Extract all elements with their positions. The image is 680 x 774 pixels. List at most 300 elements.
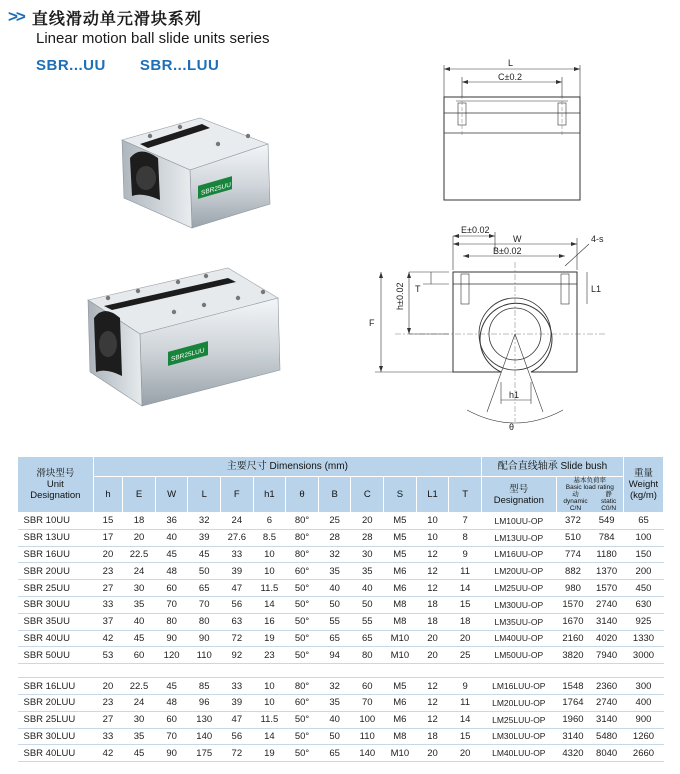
table-cell: 33 [221, 546, 254, 563]
dim-T: T [415, 284, 421, 294]
table-cell: M8 [384, 613, 417, 630]
table-cell: 24 [123, 694, 156, 711]
unit-designation-cell: SBR 30LUU [18, 728, 94, 745]
table-cell: 20 [416, 745, 449, 762]
table-cell: 50 [318, 728, 351, 745]
table-cell: 50° [286, 711, 319, 728]
table-row [18, 745, 664, 762]
photo-label-short: SBR25UU [201, 181, 231, 197]
col-F: F [221, 477, 254, 513]
title-arrows: >> [8, 7, 24, 26]
unit-designation-cell: SBR 40UU [18, 630, 94, 647]
table-cell: 1330 [623, 630, 663, 647]
table-cell: M5 [384, 546, 417, 563]
table-cell: 55 [351, 613, 384, 630]
table-cell: LM10UU-OP [481, 513, 556, 530]
table-row [18, 529, 664, 546]
header-unit: 滑块型号 Unit Designation [18, 457, 94, 513]
table-cell: 100 [623, 529, 663, 546]
table-cell: 60 [351, 678, 384, 695]
dim-E: E±0.02 [461, 225, 490, 235]
table-cell: 25 [449, 647, 482, 664]
table-cell: 300 [623, 678, 663, 695]
header-slide-bush: 配合直线轴承 Slide bush [481, 457, 623, 477]
table-cell: 18 [449, 613, 482, 630]
col-L: L [188, 477, 221, 513]
table-cell: 72 [221, 630, 254, 647]
table-cell: 6 [253, 513, 286, 530]
table-cell: 40 [318, 580, 351, 597]
table-row [18, 563, 664, 580]
table-cell: 10 [416, 513, 449, 530]
table-cell: 60 [155, 711, 188, 728]
table-cell: 47 [221, 711, 254, 728]
table-cell: M6 [384, 694, 417, 711]
dim-holes: 4-s [591, 234, 604, 244]
unit-designation-cell: SBR 50UU [18, 647, 94, 664]
table-cell: 24 [221, 513, 254, 530]
table-cell: 53 [93, 647, 122, 664]
table-cell: 20 [416, 647, 449, 664]
table-cell: 45 [123, 630, 156, 647]
table-cell: 42 [93, 745, 122, 762]
table-cell: 24 [123, 563, 156, 580]
table-cell: 900 [623, 711, 663, 728]
table-cell: 2660 [623, 745, 663, 762]
table-cell: 2740 [590, 694, 624, 711]
table-cell: 80° [286, 513, 319, 530]
model-uu: SBR...UU [36, 57, 106, 74]
table-cell: 450 [623, 580, 663, 597]
table-cell: 1260 [623, 728, 663, 745]
col-h: h [93, 477, 122, 513]
table-cell: 14 [253, 728, 286, 745]
table-cell: 1570 [556, 596, 590, 613]
table-cell: 20 [449, 630, 482, 647]
table-cell: 1764 [556, 694, 590, 711]
table-cell: 120 [155, 647, 188, 664]
model-luu: SBR...LUU [139, 57, 220, 74]
table-cell: 70 [155, 728, 188, 745]
table-cell: 100 [351, 711, 384, 728]
table-cell: 10 [253, 563, 286, 580]
table-cell: 45 [155, 546, 188, 563]
table-cell: 980 [556, 580, 590, 597]
table-cell: 784 [590, 529, 624, 546]
table-cell: 65 [318, 745, 351, 762]
title-chinese: 直线滑动单元滑块系列 [31, 8, 202, 28]
table-cell: 45 [123, 745, 156, 762]
table-cell: 63 [221, 613, 254, 630]
col-E: E [123, 477, 156, 513]
table-cell: 140 [188, 728, 221, 745]
table-cell: 20 [93, 678, 122, 695]
table-cell: 4020 [590, 630, 624, 647]
table-body-uu [18, 513, 664, 664]
unit-designation-cell: SBR 20UU [18, 563, 94, 580]
table-cell: 10 [253, 694, 286, 711]
col-theta: θ [286, 477, 319, 513]
table-cell: 18 [416, 728, 449, 745]
table-cell: 96 [188, 694, 221, 711]
drawing-front-view [355, 222, 625, 437]
table-cell: 10 [416, 529, 449, 546]
table-cell: 23 [93, 694, 122, 711]
table-body-luu [18, 678, 664, 762]
table-cell: M5 [384, 513, 417, 530]
table-cell: 32 [318, 678, 351, 695]
table-cell: 32 [188, 513, 221, 530]
table-cell: 8 [449, 529, 482, 546]
table-cell: 30 [351, 546, 384, 563]
table-cell: 33 [93, 596, 122, 613]
table-cell: M6 [384, 580, 417, 597]
table-cell: 150 [623, 546, 663, 563]
table-cell: 882 [556, 563, 590, 580]
table-cell: 72 [221, 745, 254, 762]
table-cell: M10 [384, 630, 417, 647]
table-cell: 925 [623, 613, 663, 630]
table-cell: 47 [221, 580, 254, 597]
table-cell: 35 [318, 563, 351, 580]
table-cell: 15 [93, 513, 122, 530]
col-W: W [155, 477, 188, 513]
table-cell: 1370 [590, 563, 624, 580]
table-cell: M8 [384, 596, 417, 613]
table-cell: 92 [221, 647, 254, 664]
table-cell: 85 [188, 678, 221, 695]
table-cell: 40 [318, 711, 351, 728]
table-cell: 372 [556, 513, 590, 530]
table-cell: 55 [318, 613, 351, 630]
col-L1: L1 [416, 477, 449, 513]
table-cell: 50 [318, 596, 351, 613]
table-cell: 15 [449, 596, 482, 613]
table-cell: 9 [449, 546, 482, 563]
spec-table-wrap [17, 456, 664, 762]
unit-designation-cell: SBR 40LUU [18, 745, 94, 762]
table-cell: LM50UU-OP [481, 647, 556, 664]
table-cell: 50° [286, 613, 319, 630]
table-cell: 56 [221, 596, 254, 613]
dim-h1: h1 [509, 390, 520, 400]
table-cell: 65 [351, 630, 384, 647]
table-cell: 11 [449, 694, 482, 711]
table-cell: 7 [449, 513, 482, 530]
table-cell: 70 [155, 596, 188, 613]
table-cell: M8 [384, 728, 417, 745]
table-row [18, 678, 664, 695]
table-cell: 19 [253, 745, 286, 762]
table-cell: 1180 [590, 546, 624, 563]
table-cell: 5480 [590, 728, 624, 745]
table-cell: 1570 [590, 580, 624, 597]
unit-designation-cell: SBR 16LUU [18, 678, 94, 695]
table-cell: 30 [123, 711, 156, 728]
table-cell: 50° [286, 630, 319, 647]
col-S: S [384, 477, 417, 513]
col-C: C [351, 477, 384, 513]
table-cell: LM13UU-OP [481, 529, 556, 546]
table-cell: 70 [351, 694, 384, 711]
table-cell: 12 [416, 546, 449, 563]
table-cell: 2160 [556, 630, 590, 647]
dim-B: B±0.02 [493, 246, 522, 256]
table-cell: 200 [623, 563, 663, 580]
col-B: B [318, 477, 351, 513]
dim-theta: θ [509, 422, 515, 432]
dim-F: F [369, 318, 375, 328]
spec-table [17, 456, 664, 762]
table-cell: 39 [221, 563, 254, 580]
table-cell: 60° [286, 563, 319, 580]
table-cell: 90 [155, 630, 188, 647]
table-cell: 35 [318, 694, 351, 711]
table-cell: 10 [253, 678, 286, 695]
table-cell: 37 [93, 613, 122, 630]
table-cell: LM30LUU-OP [481, 728, 556, 745]
table-cell: 12 [416, 563, 449, 580]
table-cell: 45 [188, 546, 221, 563]
dim-C: C±0.2 [498, 72, 522, 82]
table-cell: LM40UU-OP [481, 630, 556, 647]
table-cell: 35 [351, 563, 384, 580]
table-cell: 130 [188, 711, 221, 728]
table-cell: 70 [188, 596, 221, 613]
title-line [8, 6, 428, 28]
unit-designation-cell: SBR 16UU [18, 546, 94, 563]
table-row [18, 613, 664, 630]
table-cell: 60 [155, 580, 188, 597]
table-cell: LM20LUU-OP [481, 694, 556, 711]
table-cell: 80 [188, 613, 221, 630]
table-cell: 12 [416, 580, 449, 597]
table-cell: 8040 [590, 745, 624, 762]
table-cell: 3000 [623, 647, 663, 664]
table-cell: 60 [123, 647, 156, 664]
col-model: 型号 Designation [481, 477, 556, 513]
table-cell: 8.5 [253, 529, 286, 546]
table-gap [18, 664, 664, 678]
table-cell: 30 [123, 580, 156, 597]
table-row [18, 546, 664, 563]
table-cell: LM35UU-OP [481, 613, 556, 630]
table-cell: 1960 [556, 711, 590, 728]
table-cell: 35 [123, 728, 156, 745]
table-cell: 630 [623, 596, 663, 613]
table-cell: 15 [449, 728, 482, 745]
table-cell: 175 [188, 745, 221, 762]
table-row [18, 513, 664, 530]
table-cell: LM25UU-OP [481, 580, 556, 597]
table-cell: 7940 [590, 647, 624, 664]
table-cell: 90 [188, 630, 221, 647]
table-cell: 3140 [556, 728, 590, 745]
table-cell: 12 [416, 694, 449, 711]
table-cell: LM25LUU-OP [481, 711, 556, 728]
dim-L1: L1 [591, 284, 602, 294]
table-cell: 39 [221, 694, 254, 711]
table-cell: 400 [623, 694, 663, 711]
table-cell: 50° [286, 580, 319, 597]
table-cell: 17 [93, 529, 122, 546]
table-cell: 1548 [556, 678, 590, 695]
table-cell: 20 [351, 513, 384, 530]
table-cell: 20 [123, 529, 156, 546]
table-cell: 510 [556, 529, 590, 546]
unit-designation-cell: SBR 20LUU [18, 694, 94, 711]
table-cell: 14 [449, 580, 482, 597]
table-cell: 80° [286, 529, 319, 546]
table-cell: 9 [449, 678, 482, 695]
table-cell: 14 [449, 711, 482, 728]
table-cell: 45 [155, 678, 188, 695]
table-cell: 33 [93, 728, 122, 745]
table-cell: 3140 [590, 613, 624, 630]
model-series [36, 57, 428, 74]
table-cell: 10 [253, 546, 286, 563]
table-cell: LM16LUU-OP [481, 678, 556, 695]
table-cell: 110 [188, 647, 221, 664]
table-cell: 16 [253, 613, 286, 630]
table-cell: 2740 [590, 596, 624, 613]
table-cell: 50° [286, 647, 319, 664]
table-gap-row [18, 664, 664, 678]
table-cell: 27 [93, 580, 122, 597]
table-cell: 94 [318, 647, 351, 664]
unit-designation-cell: SBR 25UU [18, 580, 94, 597]
table-cell: 50 [188, 563, 221, 580]
table-cell: 48 [155, 563, 188, 580]
table-cell: 48 [155, 694, 188, 711]
table-cell: 27.6 [221, 529, 254, 546]
unit-designation-cell: SBR 10UU [18, 513, 94, 530]
table-cell: 140 [351, 745, 384, 762]
table-cell: 25 [318, 513, 351, 530]
unit-designation-cell: SBR 35UU [18, 613, 94, 630]
dim-W: W [513, 234, 522, 244]
table-cell: 1670 [556, 613, 590, 630]
table-cell: 20 [449, 745, 482, 762]
table-cell: M10 [384, 745, 417, 762]
table-row [18, 694, 664, 711]
table-cell: 774 [556, 546, 590, 563]
table-cell: 60° [286, 694, 319, 711]
photo-label-long: SBR25LUU [171, 347, 205, 364]
table-cell: 19 [253, 630, 286, 647]
table-cell: 90 [155, 745, 188, 762]
table-cell: 2360 [590, 678, 624, 695]
header-dimensions: 主要尺寸 Dimensions (mm) [93, 457, 481, 477]
table-row [18, 728, 664, 745]
table-cell: 80 [155, 613, 188, 630]
table-cell: 40 [123, 613, 156, 630]
photo-sbr-uu [100, 100, 290, 230]
table-cell: 12 [416, 678, 449, 695]
table-row [18, 580, 664, 597]
table-cell: 39 [188, 529, 221, 546]
header-weight: 重量 Weight (kg/m) [623, 457, 663, 513]
dim-L: L [508, 58, 514, 68]
table-cell: 20 [416, 630, 449, 647]
table-cell: 110 [351, 728, 384, 745]
table-cell: 40 [351, 580, 384, 597]
table-cell: 42 [93, 630, 122, 647]
table-cell: 65 [318, 630, 351, 647]
table-cell: 65 [188, 580, 221, 597]
table-cell: 27 [93, 711, 122, 728]
table-cell: 40 [155, 529, 188, 546]
table-cell: 56 [221, 728, 254, 745]
table-cell: 50 [351, 596, 384, 613]
drawing-top-view [380, 55, 610, 205]
unit-designation-cell: SBR 25LUU [18, 711, 94, 728]
table-cell: 22.5 [123, 678, 156, 695]
table-row [18, 711, 664, 728]
table-cell: M5 [384, 529, 417, 546]
title-english: Linear motion ball slide units series [36, 30, 270, 47]
table-cell: M6 [384, 563, 417, 580]
unit-designation-cell: SBR 30UU [18, 596, 94, 613]
table-cell: LM30UU-OP [481, 596, 556, 613]
table-cell: 35 [123, 596, 156, 613]
table-cell: 80° [286, 546, 319, 563]
table-cell: M5 [384, 678, 417, 695]
col-h1: h1 [253, 477, 286, 513]
table-cell: 18 [123, 513, 156, 530]
table-cell: 18 [416, 613, 449, 630]
table-cell: 50° [286, 728, 319, 745]
table-row [18, 596, 664, 613]
photo-sbr-luu [78, 258, 288, 408]
table-cell: M6 [384, 711, 417, 728]
table-row [18, 647, 664, 664]
table-cell: 20 [93, 546, 122, 563]
table-cell: 23 [253, 647, 286, 664]
table-cell: 28 [351, 529, 384, 546]
dim-h: h±0.02 [395, 282, 405, 310]
table-cell: 3140 [590, 711, 624, 728]
table-cell: 32 [318, 546, 351, 563]
table-cell: 12 [416, 711, 449, 728]
table-cell: M10 [384, 647, 417, 664]
col-load-rating: 基本负荷率 Basic load rating 动 dynamic C/N 静 static C0/N [556, 477, 623, 513]
table-cell: 80 [351, 647, 384, 664]
table-cell: 549 [590, 513, 624, 530]
table-cell: 50° [286, 596, 319, 613]
table-cell: 3820 [556, 647, 590, 664]
table-cell: 11.5 [253, 711, 286, 728]
table-cell: LM40LUU-OP [481, 745, 556, 762]
table-cell: 14 [253, 596, 286, 613]
table-cell: 23 [93, 563, 122, 580]
table-cell: 18 [416, 596, 449, 613]
table-row [18, 630, 664, 647]
table-cell: 4320 [556, 745, 590, 762]
table-cell: 11.5 [253, 580, 286, 597]
table-cell: 50° [286, 745, 319, 762]
table-cell: 11 [449, 563, 482, 580]
table-cell: 65 [623, 513, 663, 530]
table-cell: LM20UU-OP [481, 563, 556, 580]
table-cell: LM16UU-OP [481, 546, 556, 563]
table-cell: 36 [155, 513, 188, 530]
table-cell: 22.5 [123, 546, 156, 563]
catalog-header [8, 6, 428, 74]
col-T: T [449, 477, 482, 513]
unit-designation-cell: SBR 13UU [18, 529, 94, 546]
table-cell: 80° [286, 678, 319, 695]
